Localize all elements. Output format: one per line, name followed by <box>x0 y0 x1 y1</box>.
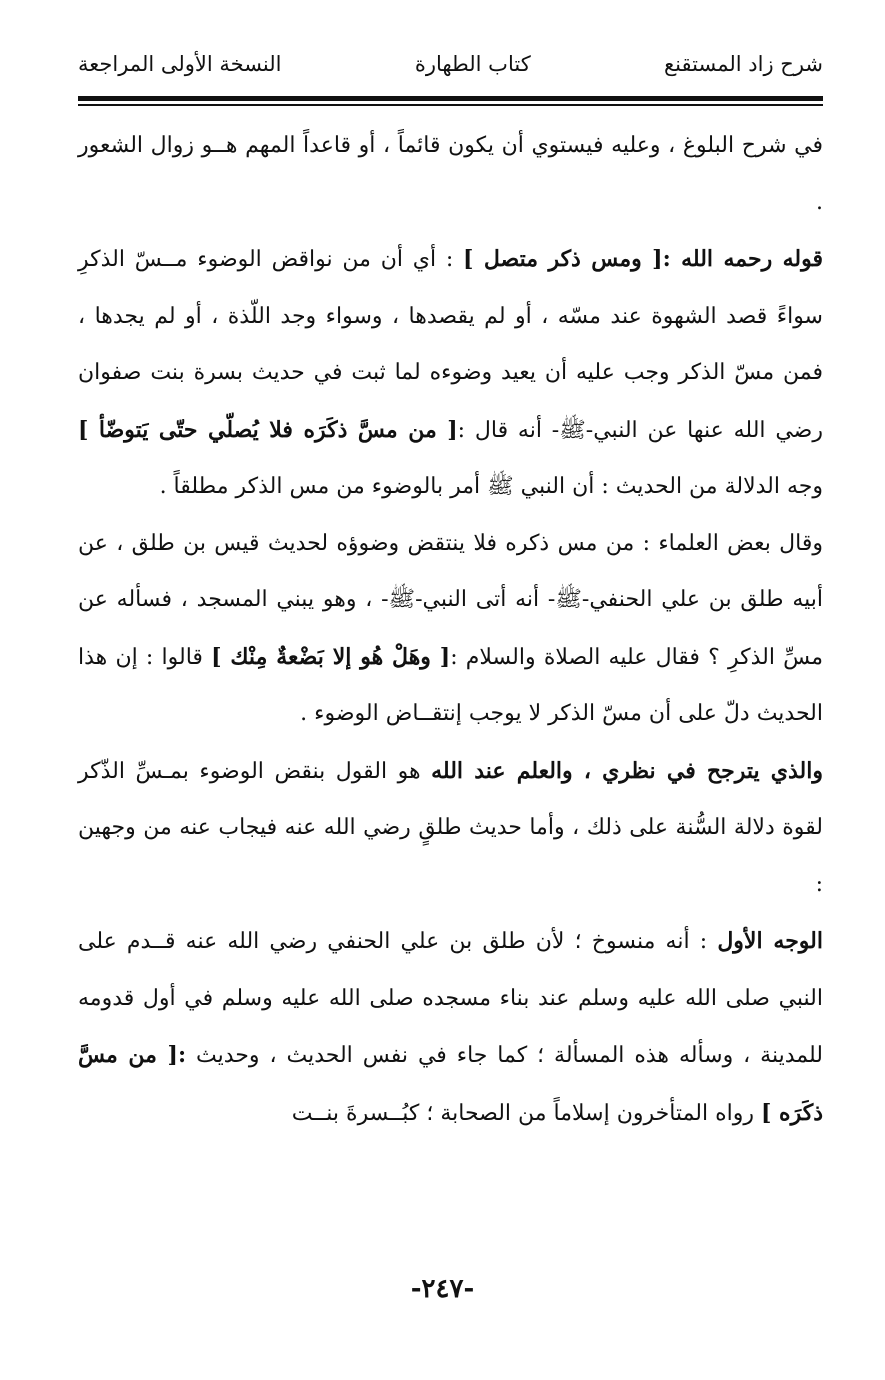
paragraph-5 <box>78 913 823 1142</box>
bold-heading-run: الوجه الأول <box>717 928 823 954</box>
bold-heading-run: والذي يترجح في نظري ، والعلم عند الله <box>431 757 823 784</box>
page-body <box>78 118 823 1142</box>
text-run: : أي أن من نواقض الوضوء مــسّ الذكرِ سواءً قصد الشهوة عند مسّه ، أو لم يقصدها ، وسواء وجد اللّذة ، أو لم يجدها ، فمن مسّ الذكر وجب عليه أن يعيد وضوءه لما ثبت في حديث بسرة بنت صفوان رضي الله عنها عن النبي-ﷺ- أنه قال : <box>78 247 823 443</box>
text-run: هو القول بنقض الوضوء بمـسِّ الذّكر لقوة دلالة السُّنة على ذلك ، وأما حديث طلقٍ رضي الله عنه فيجاب عنه من وجهين : <box>78 758 823 897</box>
paragraph-2 <box>78 231 823 516</box>
header-rule-thick <box>78 96 823 101</box>
header-chapter-title: كتاب الطهارة <box>414 52 531 76</box>
text-run: في شرح البلوغ ، وعليه فيستوي أن يكون قائماً ، أو قاعداً المهم هــو زوال الشعور . <box>78 133 823 215</box>
running-header <box>78 44 823 84</box>
paragraph-3 <box>78 516 823 743</box>
text-run: وقال بعض العلماء : من مس ذكره فلا ينتقض وضوؤه لحديث قيس بن طلق ، عن أبيه طلق بن علي الحنفي-ﷺ- أنه أتى النبي-ﷺ- ، وهو يبني المسجد ، فسأله عن مسِّ الذكرِ ؟ فقال عليه الصلاة والسلام : <box>78 530 823 670</box>
header-rule-thin <box>78 104 823 106</box>
hadith-quote: [ وهَلْ هُو إلا بَضْعةٌ مِنْك ] <box>211 643 451 670</box>
paragraph-1 <box>78 118 823 231</box>
header-edition-note: النسخة الأولى المراجعة <box>78 52 282 76</box>
text-run: وجه الدلالة من الحديث : أن النبي ﷺ أمر بالوضوء من مس الذكر مطلقاً . <box>159 474 823 499</box>
hadith-quote: :[ من مسَّ ذكَرَه ] <box>78 1042 823 1126</box>
page-number: -٢٤٧- <box>410 1274 475 1304</box>
text-run: : أنه منسوخ ؛ لأن طلق بن علي الحنفي رضي الله عنه قــدم على النبي صلى الله عليه وسلم عند بناء مسجده صلى الله عليه وسلم في أول قدومه للمدينة ، وسأله هذه المسألة ؛ كما جاء في نفس الحديث ، وحديث <box>78 929 823 1068</box>
text-run: رواه المتأخرون إسلاماً من الصحابة ؛ كبُــسرةَ بنــت <box>291 1100 761 1126</box>
text-run: قالوا : إن هذا الحديث دلّ على أن مسّ الذكر لا يوجب إنتقــاض الوضوء . <box>78 644 823 726</box>
bold-heading-run: قوله رحمه الله :[ ومس ذكر متصل ] <box>463 246 824 272</box>
paragraph-4 <box>78 743 823 914</box>
hadith-quote: [ من مسَّ ذكَرَه فلا يُصلّي حتّى يَتوضّأ ] <box>78 416 458 443</box>
header-book-title: شرح زاد المستقنع <box>664 52 823 76</box>
